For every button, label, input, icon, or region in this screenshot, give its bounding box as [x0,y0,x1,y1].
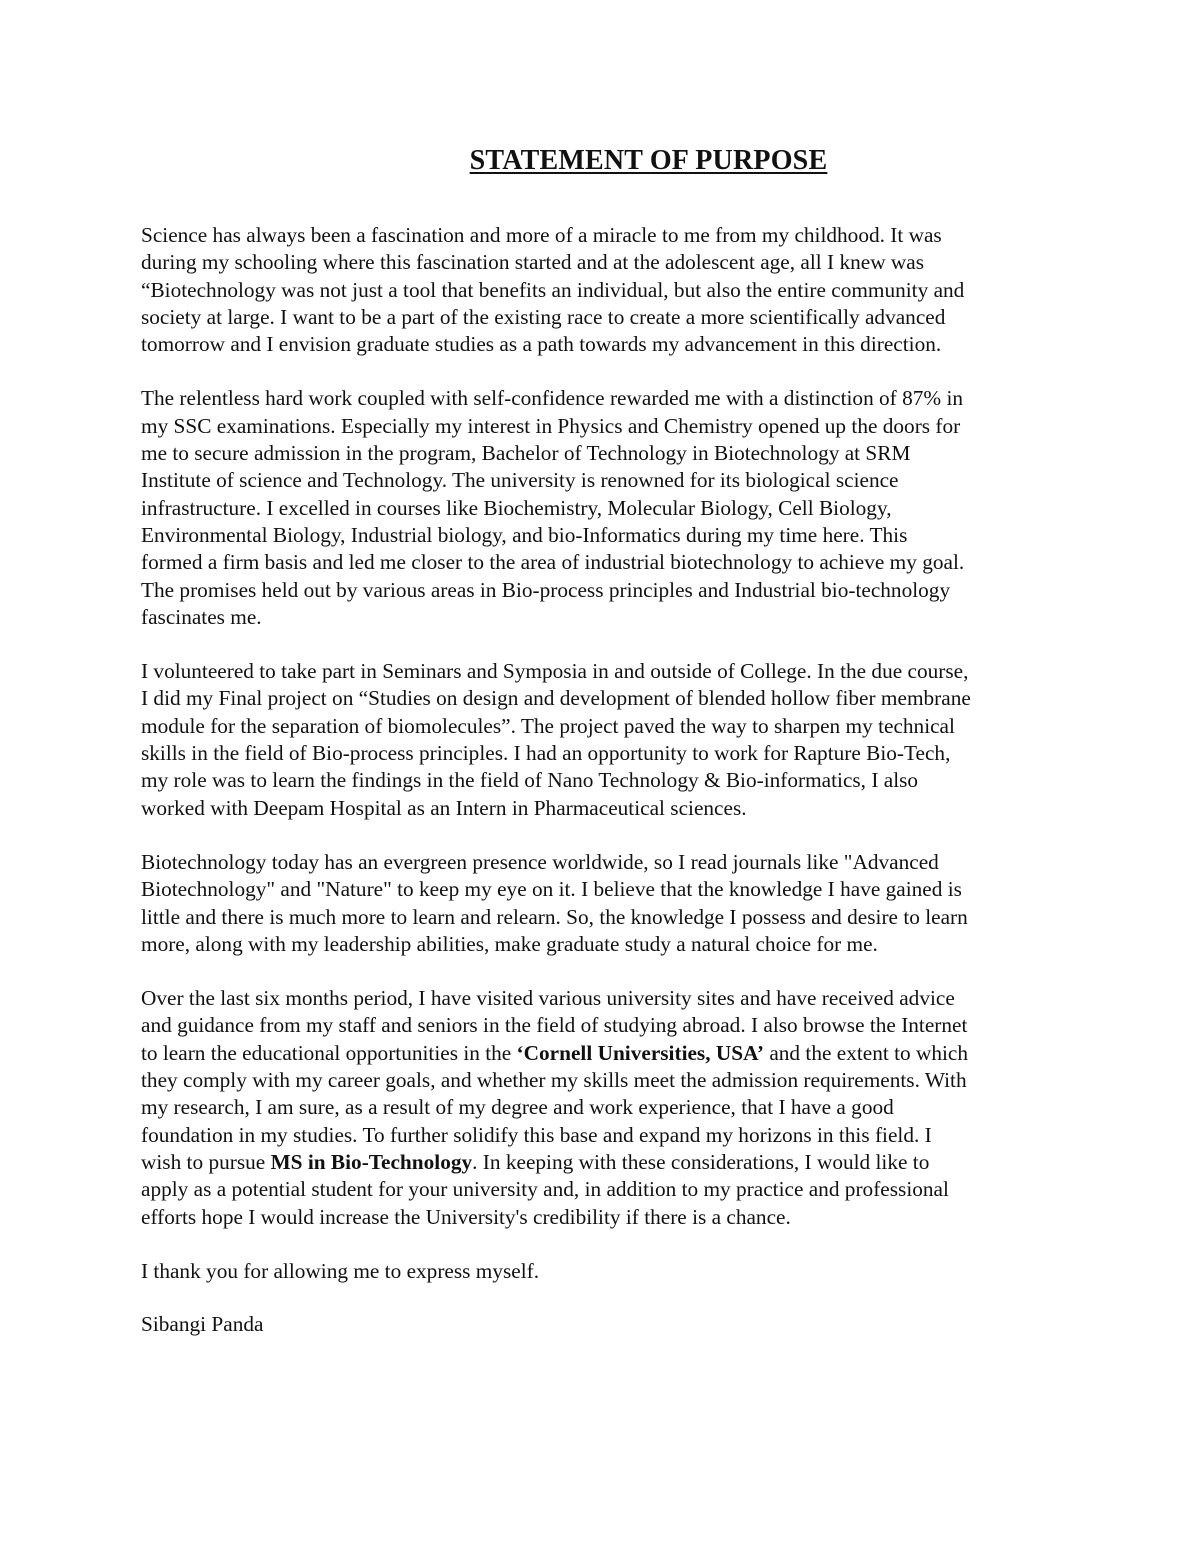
text-fragment: and the extent to which [764,1040,969,1065]
program-name-bold: MS in Bio-Technology [270,1149,473,1174]
text-line: “Biotechnology was not just a tool that benefits an individual, but also the entire community and [141,277,965,302]
paragraph-closing [141,1258,1066,1285]
text-line: me to secure admission in the program, Bachelor of Technology in Biotechnology at SRM [141,441,911,466]
text-line: Biotechnology" and "Nature" to keep my eye on it. I believe that the knowledge I have gained is [141,877,962,902]
text-line [141,1040,1066,1067]
signature-name: Sibangi Panda [141,1312,264,1337]
text-line [141,1149,1066,1176]
text-fragment: to learn the educational opportunities in the [141,1040,517,1065]
closing-line: I thank you for allowing me to express myself. [141,1258,540,1283]
text-line: fascinates me. [141,604,262,629]
paragraph-motivation [141,849,1066,958]
text-line: they comply with my career goals, and whether my skills meet the admission requirements. With [141,1068,967,1093]
text-line: my role was to learn the findings in the field of Nano Technology & Bio-informatics, I also [141,768,919,793]
text-line: my SSC examinations. Especially my interest in Physics and Chemistry opened up the doors for [141,413,961,438]
text-line: Biotechnology today has an evergreen presence worldwide, so I read journals like "Advanced [141,849,939,874]
text-line: society at large. I want to be a part of the existing race to create a more scientifically advanced [141,304,946,329]
text-fragment: . In keeping with these considerations, I would like to [472,1149,930,1174]
paragraph-goals [141,985,1066,1231]
text-line: and guidance from my staff and seniors in the field of studying abroad. I also browse the Internet [141,1013,968,1038]
paragraph-education [141,385,1066,631]
text-line: efforts hope I would increase the University's credibility if there is a chance. [141,1204,791,1229]
text-line: more, along with my leadership abilities, make graduate study a natural choice for me. [141,931,878,956]
text-line: I did my Final project on “Studies on design and development of blended hollow fiber membrane [141,686,971,711]
text-line: Institute of science and Technology. The university is renowned for its biological science [141,468,899,493]
text-line: my research, I am sure, as a result of my degree and work experience, that I have a good [141,1095,894,1120]
text-line: The relentless hard work coupled with self-confidence rewarded me with a distinction of 87% in [141,386,964,411]
text-line: during my schooling where this fascination started and at the adolescent age, all I knew was [141,250,925,275]
paragraph-intro [141,222,1066,358]
text-line: apply as a potential student for your university and, in addition to my practice and professional [141,1177,949,1202]
paragraph-projects [141,658,1066,822]
text-line: skills in the field of Bio-process principles. I had an opportunity to work for Rapture Bio-Tech, [141,741,951,766]
document-title: STATEMENT OF PURPOSE [469,145,828,176]
text-line: infrastructure. I excelled in courses like Biochemistry, Molecular Biology, Cell Biology, [141,495,892,520]
text-line: I volunteered to take part in Seminars and Symposia in and outside of College. In the due course, [141,659,969,684]
text-line: Environmental Biology, Industrial biology, and bio-Informatics during my time here. This [141,522,908,547]
text-line: little and there is much more to learn and relearn. So, the knowledge I possess and desire to learn [141,904,968,929]
text-line: Over the last six months period, I have visited various university sites and have received advice [141,986,955,1011]
text-line: Science has always been a fascination and more of a miracle to me from my childhood. It was [141,223,942,247]
text-line: The promises held out by various areas in Bio-process principles and Industrial bio-technology [141,577,951,602]
text-line: foundation in my studies. To further solidify this base and expand my horizons in this field. I [141,1122,932,1147]
text-line: formed a firm basis and led me closer to the area of industrial biotechnology to achieve my goal. [141,550,965,575]
signature [141,1311,1066,1338]
document-body [141,222,1066,1365]
text-fragment: wish to pursue [141,1149,271,1174]
text-line: module for the separation of biomolecules”. The project paved the way to sharpen my technical [141,713,955,738]
text-line: worked with Deepam Hospital as an Intern in Pharmaceutical sciences. [141,795,747,820]
university-name-bold: ‘Cornell Universities, USA’ [516,1040,764,1065]
text-line: tomorrow and I envision graduate studies as a path towards my advancement in this direction. [141,332,942,357]
